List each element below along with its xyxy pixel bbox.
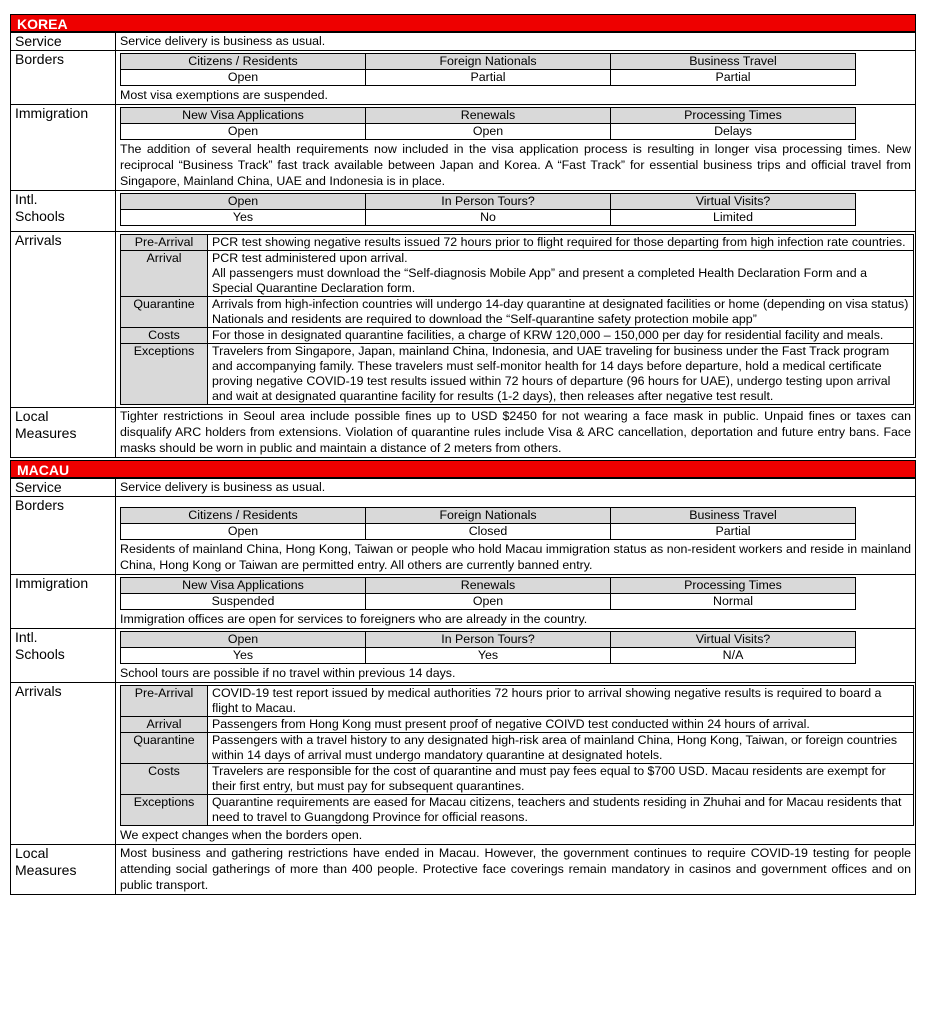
korea-schools-label-line1: Intl. — [15, 191, 38, 207]
korea-arrivals-item-name: Pre-Arrival — [121, 235, 208, 251]
korea-local-text: Tighter restrictions in Seoul area include possible fines up to USD $2450 for not wearing a face mask in public. Unpaid fines or taxes can disqualify ARC holders from extensions. Violation of quarantine rules include Visa & ARC cancellation, deportation and future entry bans. Face masks should be worn in public and maintain a distance of 2 meters from others. — [120, 409, 911, 455]
korea-arrivals-item-text: PCR test administered upon arrival. All passengers must download the “Self-diagnosis Mobile App” and present a completed Health Declaration Form and a Special Quarantine Declaration form. — [208, 251, 914, 297]
korea-immigration-row — [11, 105, 916, 191]
macau-schools-header: In Person Tours? — [366, 632, 611, 648]
korea-arrivals-item-text: PCR test showing negative results issued 72 hours prior to flight required for those departing from high infection rate countries. — [208, 235, 914, 251]
korea-schools-header: In Person Tours? — [366, 194, 611, 210]
macau-arrivals-item — [121, 733, 914, 764]
macau-schools-label-line2: Schools — [15, 646, 65, 662]
korea-schools-header: Open — [121, 194, 366, 210]
korea-borders-value: Open — [121, 70, 366, 86]
korea-arrivals-grid — [120, 234, 914, 405]
korea-schools-value: Limited — [611, 210, 856, 226]
macau-arrivals-row — [11, 683, 916, 845]
macau-service-text: Service delivery is business as usual. — [116, 479, 916, 497]
macau-immigration-grid — [120, 577, 856, 610]
korea-schools-value: Yes — [121, 210, 366, 226]
macau-arrivals-item — [121, 795, 914, 826]
macau-immigration-value: Normal — [611, 594, 856, 610]
korea-immigration-header: Processing Times — [611, 108, 856, 124]
macau-local-text: Most business and gathering restrictions have ended in Macau. However, the government continues to require COVID-19 testing for people attending social gatherings of more than 400 people. Protective face coverings remain mandatory in casinos and government offices and on public transport. — [120, 846, 911, 892]
macau-service-row — [11, 479, 916, 497]
macau-arrivals-grid — [120, 685, 914, 826]
korea-local-row — [11, 408, 916, 458]
korea-table — [10, 32, 916, 458]
korea-service-label: Service — [11, 33, 116, 51]
macau-arrivals-item-name: Quarantine — [121, 733, 208, 764]
macau-arrivals-item — [121, 717, 914, 733]
macau-header: MACAU — [10, 460, 916, 478]
macau-schools-header: Open — [121, 632, 366, 648]
korea-borders-label: Borders — [11, 51, 116, 105]
macau-arrivals-label: Arrivals — [11, 683, 116, 845]
korea-immigration-value: Delays — [611, 124, 856, 140]
korea-arrivals-row — [11, 232, 916, 408]
macau-immigration-row — [11, 575, 916, 629]
korea-immigration-grid — [120, 107, 856, 140]
korea-arrivals-item-name: Quarantine — [121, 297, 208, 328]
macau-immigration-value: Open — [366, 594, 611, 610]
macau-arrivals-item-text: Passengers from Hong Kong must present proof of negative COIVD test conducted within 24 hours of arrival. — [208, 717, 914, 733]
macau-arrivals-item-name: Pre-Arrival — [121, 686, 208, 717]
macau-local-label-line1: Local — [15, 845, 49, 861]
macau-immigration-header: New Visa Applications — [121, 578, 366, 594]
korea-borders-note: Most visa exemptions are suspended. — [120, 88, 328, 102]
macau-arrivals-item-text: Passengers with a travel history to any designated high-risk area of mainland China, Hong Kong, Taiwan, or foreign countries within 14 days of arrival must undergo mandatory quarantine at designated hotels. — [208, 733, 914, 764]
macau-borders-header: Citizens / Residents — [121, 508, 366, 524]
korea-borders-value: Partial — [366, 70, 611, 86]
macau-borders-row — [11, 497, 916, 575]
macau-arrivals-item-text: Travelers are responsible for the cost of quarantine and must pay fees equal to $700 USD. Macau residents are exempt for their first entry, but must pay for subsequent quarantines. — [208, 764, 914, 795]
macau-local-label — [11, 845, 116, 895]
macau-local-label-line2: Measures — [15, 862, 77, 878]
macau-arrivals-item-text: COVID-19 test report issued by medical authorities 72 hours prior to arrival showing negative results is required to board a flight to Macau. — [208, 686, 914, 717]
korea-arrivals-item-name: Exceptions — [121, 344, 208, 405]
macau-schools-value: Yes — [121, 648, 366, 664]
korea-borders-row — [11, 51, 916, 105]
korea-local-label — [11, 408, 116, 458]
macau-service-label: Service — [11, 479, 116, 497]
korea-immigration-header: Renewals — [366, 108, 611, 124]
korea-arrivals-item-text: Arrivals from high-infection countries will undergo 14-day quarantine at designated facilities or home (depending on visa status) Nationals and residents are required to download the “Self-quarantine safety protection mobile app” — [208, 297, 914, 328]
macau-borders-header: Foreign Nationals — [366, 508, 611, 524]
korea-arrivals-item — [121, 251, 914, 297]
korea-arrivals-item-text: Travelers from Singapore, Japan, mainland China, Indonesia, and UAE traveling for business under the Fast Track program and accompanying family. These travelers must self-monitor health for 14 days before departure, hold a medical certificate proving negative COVID-19 test results issued within 72 hours of departure (96 hours for UAE), undergo testing upon arrival and wait at designated quarantine facility for results (1-2 days), then releases after negative test result. — [208, 344, 914, 405]
korea-arrivals-item — [121, 344, 914, 405]
macau-schools-row — [11, 629, 916, 683]
document-page — [10, 14, 916, 895]
korea-immigration-value: Open — [366, 124, 611, 140]
korea-borders-header: Business Travel — [611, 54, 856, 70]
macau-borders-value: Closed — [366, 524, 611, 540]
macau-schools-value: Yes — [366, 648, 611, 664]
korea-header: KOREA — [10, 14, 916, 32]
korea-service-text: Service delivery is business as usual. — [116, 33, 916, 51]
macau-borders-value: Open — [121, 524, 366, 540]
korea-immigration-note: The addition of several health requirements now included in the visa application process is resulting in longer visa processing times. New reciprocal “Business Track” fast track available between Japan and Korea. A “Fast Track” for essential business trips and official travel from Singapore, Mainland China, UAE and Indonesia is in place. — [120, 142, 911, 188]
macau-immigration-header: Renewals — [366, 578, 611, 594]
korea-borders-header: Citizens / Residents — [121, 54, 366, 70]
korea-borders-grid — [120, 53, 856, 86]
korea-arrivals-item-name: Costs — [121, 328, 208, 344]
macau-borders-header: Business Travel — [611, 508, 856, 524]
macau-arrivals-item — [121, 764, 914, 795]
korea-schools-label — [11, 191, 116, 232]
korea-arrivals-item-name: Arrival — [121, 251, 208, 297]
macau-schools-label-line1: Intl. — [15, 629, 38, 645]
korea-schools-row — [11, 191, 916, 232]
macau-arrivals-note: We expect changes when the borders open. — [120, 828, 363, 842]
macau-arrivals-item-name: Costs — [121, 764, 208, 795]
macau-borders-label: Borders — [11, 497, 116, 575]
macau-borders-value: Partial — [611, 524, 856, 540]
macau-arrivals-item-name: Arrival — [121, 717, 208, 733]
korea-immigration-value: Open — [121, 124, 366, 140]
korea-arrivals-item — [121, 297, 914, 328]
korea-arrivals-item — [121, 235, 914, 251]
macau-arrivals-item-name: Exceptions — [121, 795, 208, 826]
macau-local-row — [11, 845, 916, 895]
macau-schools-value: N/A — [611, 648, 856, 664]
korea-arrivals-item — [121, 328, 914, 344]
macau-schools-note: School tours are possible if no travel within previous 14 days. — [120, 666, 456, 680]
macau-table — [10, 478, 916, 895]
macau-schools-label — [11, 629, 116, 683]
macau-arrivals-item — [121, 686, 914, 717]
macau-arrivals-item-text: Quarantine requirements are eased for Macau citizens, teachers and students residing in Zhuhai and for Macau residents that need to travel to Guangdong Province for official reasons. — [208, 795, 914, 826]
macau-schools-header: Virtual Visits? — [611, 632, 856, 648]
korea-schools-grid — [120, 193, 856, 226]
korea-immigration-label: Immigration — [11, 105, 116, 191]
korea-service-row — [11, 33, 916, 51]
macau-immigration-label: Immigration — [11, 575, 116, 629]
korea-borders-value: Partial — [611, 70, 856, 86]
macau-immigration-value: Suspended — [121, 594, 366, 610]
macau-borders-note: Residents of mainland China, Hong Kong, Taiwan or people who hold Macau immigration status as non-resident workers and reside in mainland China, Hong Kong or Taiwan are permitted entry. All others are currently banned entry. — [120, 542, 911, 572]
korea-immigration-header: New Visa Applications — [121, 108, 366, 124]
korea-borders-header: Foreign Nationals — [366, 54, 611, 70]
korea-schools-value: No — [366, 210, 611, 226]
korea-schools-header: Virtual Visits? — [611, 194, 856, 210]
macau-borders-grid — [120, 507, 856, 540]
korea-arrivals-label: Arrivals — [11, 232, 116, 408]
korea-local-label-line2: Measures — [15, 425, 77, 441]
korea-arrivals-item-text: For those in designated quarantine facilities, a charge of KRW 120,000 – 150,000 per day for residential facility and meals. — [208, 328, 914, 344]
macau-immigration-header: Processing Times — [611, 578, 856, 594]
macau-schools-grid — [120, 631, 856, 664]
macau-immigration-note: Immigration offices are open for services to foreigners who are already in the country. — [120, 612, 588, 626]
korea-local-label-line1: Local — [15, 408, 49, 424]
korea-schools-label-line2: Schools — [15, 208, 65, 224]
